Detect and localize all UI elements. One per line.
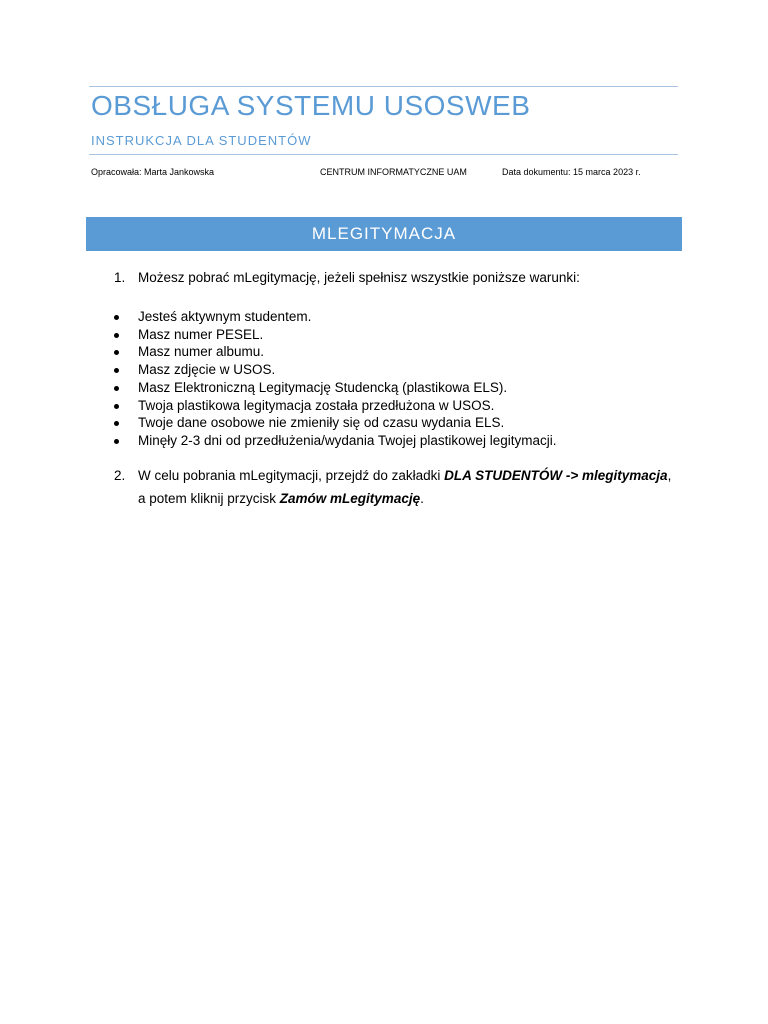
bullet-icon xyxy=(114,386,119,391)
list-item: Masz zdjęcie w USOS. xyxy=(138,362,276,377)
step-2-end: . xyxy=(420,491,424,506)
list-item: Masz Elektroniczną Legitymację Studencką (plastikowa ELS). xyxy=(138,380,508,395)
bullet-icon xyxy=(114,421,119,426)
list-item: Jesteś aktywnym studentem. xyxy=(138,309,312,324)
list-item: Twoja plastikowa legitymacja została przedłużona w USOS. xyxy=(138,398,495,413)
step-2-number: 2. xyxy=(114,468,126,483)
order-button-label: Zamów mLegitymację xyxy=(279,491,421,506)
author-line: Opracowała: Marta Jankowska xyxy=(91,167,215,177)
step-2-punctuation: , xyxy=(667,468,672,483)
header-bottom-rule xyxy=(89,154,678,155)
bullet-icon xyxy=(114,368,119,373)
bullet-icon xyxy=(114,315,119,320)
document-subtitle: INSTRUKCJA DLA STUDENTÓW xyxy=(91,133,312,148)
bullet-icon xyxy=(114,333,119,338)
bullet-icon xyxy=(114,404,119,409)
nav-path-label: DLA STUDENTÓW -> mlegitymacja xyxy=(444,468,668,483)
step-2-text: W celu pobrania mLegitymacji, przejdź do zakładki xyxy=(138,468,445,483)
document-date: Data dokumentu: 15 marca 2023 r. xyxy=(502,167,641,177)
step-2-line-1 xyxy=(138,467,671,485)
bullet-icon xyxy=(114,350,119,355)
section-heading xyxy=(86,217,682,251)
list-item: Twoje dane osobowe nie zmieniły się od czasu wydania ELS. xyxy=(138,415,505,430)
header-top-rule xyxy=(89,86,678,87)
document-title: OBSŁUGA SYSTEMU USOSWEB xyxy=(91,90,531,121)
step-2-line-2 xyxy=(138,490,424,508)
organization-line: CENTRUM INFORMATYCZNE UAM xyxy=(320,167,467,177)
list-item: Masz numer albumu. xyxy=(138,344,265,359)
step-2-text-continued: a potem kliknij przycisk xyxy=(138,491,280,506)
bullet-icon xyxy=(114,439,119,444)
step-1-number: 1. xyxy=(114,270,126,285)
section-title: MLEGITYMACJA xyxy=(311,224,457,243)
list-item: Minęły 2-3 dni od przedłużenia/wydania Twojej plastikowej legitymacji. xyxy=(138,433,557,448)
list-item: Masz numer PESEL. xyxy=(138,327,264,342)
step-1-text: Możesz pobrać mLegitymację, jeżeli spełnisz wszystkie poniższe warunki: xyxy=(138,270,580,285)
